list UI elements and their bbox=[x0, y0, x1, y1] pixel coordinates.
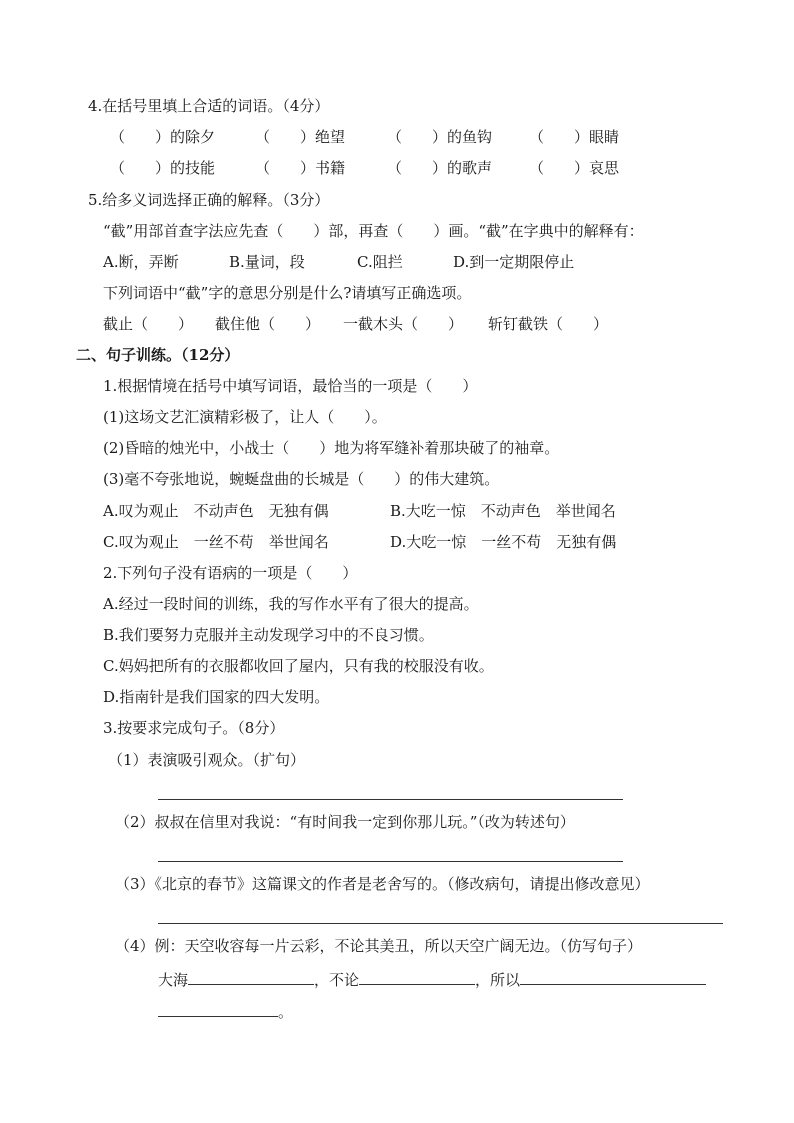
fill-label-so: ，所以 bbox=[475, 971, 521, 989]
q5-options bbox=[103, 252, 593, 272]
fill-blank-3[interactable] bbox=[520, 969, 706, 985]
q5-option-a: A.断，弄断 bbox=[103, 253, 179, 271]
answer-line-2[interactable] bbox=[158, 861, 623, 862]
s2-option-d: D.指南针是我们国家的四大发明。 bbox=[103, 688, 330, 706]
q5-option-d: D.到一定期限停止 bbox=[453, 253, 575, 271]
s3-item-1: （1）表演吸引观众。（扩句） bbox=[108, 751, 306, 769]
s3-item-4-fill-row bbox=[158, 969, 706, 990]
q5-option-c: C.阻拦 bbox=[357, 253, 403, 271]
q4-row-1 bbox=[110, 127, 649, 147]
q5-option-b: B.量词，段 bbox=[229, 253, 305, 271]
q5-line-3: 下列词语中“截”字的意思分别是什么?请填写正确选项。 bbox=[103, 284, 472, 302]
s1-item-1: (1)这场文艺汇演精彩极了，让人（ ）。 bbox=[103, 408, 387, 426]
s2-option-c: C.妈妈把所有的衣服都收回了屋内，只有我的校服没有收。 bbox=[103, 657, 494, 675]
q4-blank-6[interactable]: （ ）书籍 bbox=[255, 159, 346, 177]
q5-word-3[interactable]: 一截木头（ ） bbox=[343, 315, 464, 333]
fill-label-sea: 大海 bbox=[158, 971, 189, 989]
s1-option-c: C.叹为观止 一丝不苟 举世闻名 bbox=[103, 533, 329, 551]
s3-item-4: （4）例：天空收容每一片云彩，不论其美丑，所以天空广阔无边。（仿写句子） bbox=[115, 937, 643, 955]
s2-title: 2.下列句子没有语病的一项是（ ） bbox=[103, 564, 358, 582]
s3-item-2: （2）叔叔在信里对我说：“有时间我一定到你那儿玩。”（改为转述句） bbox=[115, 813, 575, 831]
s2-option-b: B.我们要努力克服并主动发现学习中的不良习惯。 bbox=[103, 626, 434, 644]
q4-blank-4[interactable]: （ ）眼睛 bbox=[529, 128, 620, 146]
s2-option-a: A.经过一段时间的训练，我的写作水平有了很大的提高。 bbox=[103, 595, 479, 613]
s1-item-2: (2)昏暗的烛光中，小战士（ ）地为将军缝补着那块破了的袖章。 bbox=[103, 439, 560, 457]
q4-blank-3[interactable]: （ ）的鱼钩 bbox=[387, 128, 493, 146]
s1-title: 1.根据情境在括号中填写词语，最恰当的一项是（ ） bbox=[103, 377, 478, 395]
fill-label-regardless: ，不论 bbox=[314, 971, 360, 989]
s3-item-3: （3）《北京的春节》这篇课文的作者是老舍写的。（修改病句，请提出修改意见） bbox=[115, 875, 650, 893]
q5-words bbox=[103, 314, 618, 334]
q5-word-2[interactable]: 截住他（ ） bbox=[215, 315, 321, 333]
answer-line-1[interactable] bbox=[158, 799, 623, 800]
fill-blank-2[interactable] bbox=[359, 969, 475, 985]
q5-word-1[interactable]: 截止（ ） bbox=[103, 315, 194, 333]
s1-item-3: (3)毫不夸张地说，蜿蜒盘曲的长城是（ ）的伟大建筑。 bbox=[103, 470, 500, 488]
s1-option-a: A.叹为观止 不动声色 无独有偶 bbox=[103, 502, 329, 520]
s1-option-d: D.大吃一惊 一丝不苟 无独有偶 bbox=[390, 533, 617, 551]
s3-item-4-fill-row-2 bbox=[158, 1001, 293, 1022]
fill-blank-1[interactable] bbox=[188, 969, 314, 985]
fill-period: 。 bbox=[278, 1003, 294, 1021]
section-2-title: 二、句子训练。（12分） bbox=[76, 346, 240, 364]
q5-title: 5.给多义词选择正确的解释。（3分） bbox=[88, 191, 330, 209]
q4-blank-7[interactable]: （ ）的歌声 bbox=[387, 159, 493, 177]
q4-row-2 bbox=[110, 158, 649, 178]
q4-title: 4.在括号里填上合适的词语。（4分） bbox=[88, 97, 330, 115]
q5-line-1: “截”用部首查字法应先查（ ）部，再查（ ）画。“截”在字典中的解释有： bbox=[103, 222, 644, 240]
s3-title: 3.按要求完成句子。（8分） bbox=[103, 719, 285, 737]
q4-blank-1[interactable]: （ ）的除夕 bbox=[110, 128, 216, 146]
answer-line-3[interactable] bbox=[158, 923, 723, 924]
q4-blank-2[interactable]: （ ）绝望 bbox=[255, 128, 346, 146]
s1-option-b: B.大吃一惊 不动声色 举世闻名 bbox=[390, 502, 616, 520]
fill-blank-4[interactable] bbox=[158, 1001, 278, 1017]
q4-blank-8[interactable]: （ ）哀思 bbox=[529, 159, 620, 177]
q5-word-4[interactable]: 斩钉截铁（ ） bbox=[488, 315, 609, 333]
q4-blank-5[interactable]: （ ）的技能 bbox=[110, 159, 216, 177]
